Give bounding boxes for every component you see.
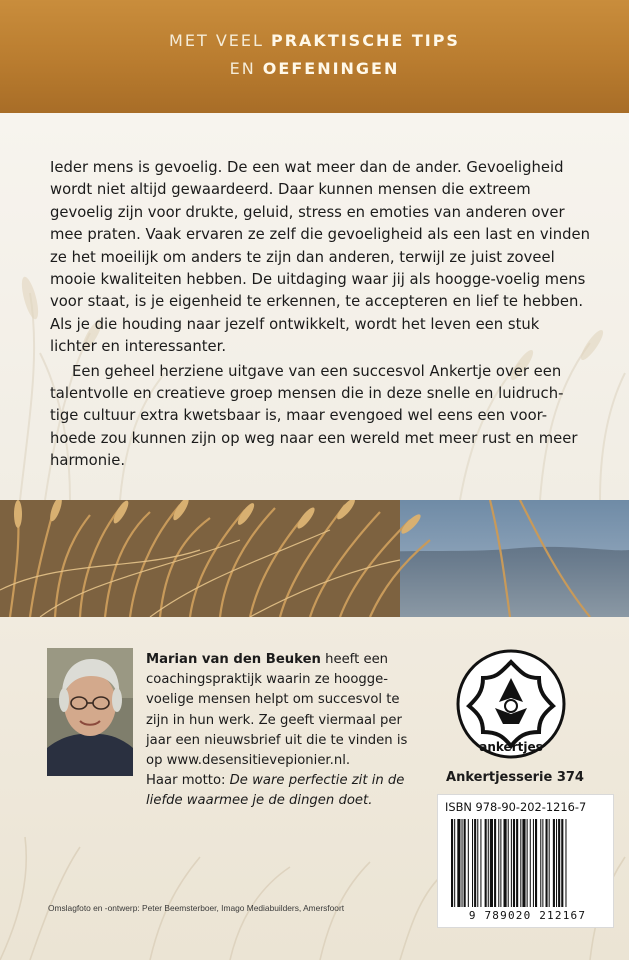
series-label: Ankertjesserie 374 xyxy=(446,770,584,785)
author-photo xyxy=(47,648,133,776)
author-bio xyxy=(146,650,414,812)
reed-photo-band xyxy=(0,500,629,617)
banner-line-1 xyxy=(0,31,629,50)
isbn-barcode-box xyxy=(437,794,614,928)
cover-credit: Omslagfoto en -ontwerp: Peter Beemsterboer, Imago Mediabuilders, Amersfoort xyxy=(48,903,345,913)
author-name: Marian van den Beuken xyxy=(146,652,321,667)
isbn-label: ISBN 978-90-202-1216-7 xyxy=(445,800,587,814)
banner-line-1-bold: PRAKTISCHE TIPS xyxy=(270,31,460,50)
author-bio-text: heeft een coachingspraktijk waarin ze hoogge-voelige mensen helpt om succesvol te zijn in hun werk. Ze geeft viermaal per jaar een nieuwsbrief uit die te vinden is op www.desensitievepionier.nl. xyxy=(146,652,408,769)
description-panel xyxy=(0,113,629,500)
banner-line-2-bold: OEFENINGEN xyxy=(262,59,400,78)
ankertjes-logo xyxy=(455,648,567,760)
author-motto-label: Haar motto: xyxy=(146,773,230,789)
banner-line-2 xyxy=(0,59,629,78)
description-paragraph-1: Ieder mens is gevoelig. De een wat meer dan de ander. Gevoeligheid wordt niet altijd gewaardeerd. Daar kunnen mensen die extreem gevoelig zijn voor drukte, geluid, stress en emoties van anderen over mee praten. Vaak ervaren ze zelf die gevoeligheid als een last en vinden ze het moeilijk om anders te zijn dan anderen, terwijl ze juist zoveel mooie kwaliteiten hebben. De uitdaging waar jij als hoogge-voelig mens voor staat, is je eigenheid te erkennen, te accepteren en lief te hebben. Als je die houding naar jezelf ontwikkelt, wordt het leven een stuk lichter en interessanter. xyxy=(50,159,590,356)
ankertjes-emblem-icon xyxy=(455,648,567,760)
barcode-icon xyxy=(445,819,610,909)
author-portrait xyxy=(47,648,133,776)
banner-line-1-regular: MET VEEL xyxy=(169,31,271,50)
author-motto: De ware perfectie zit in de liefde waarmee je de dingen doet. xyxy=(146,773,405,809)
banner-line-2-regular: EN xyxy=(229,59,263,78)
logo-text: ankertjes xyxy=(479,740,543,754)
reed-photo-illustration xyxy=(0,500,629,617)
description-paragraph-2: Een geheel herziene uitgave van een succesvol Ankertje over een talentvolle en creatieve groep mensen die in deze snelle en luidruch-tige cultuur extra kwetsbaar is, maar evengoed wel eens een voor-hoede zou kunnen zijn op weg naar een wereld met meer rust en meer harmonie. xyxy=(50,362,578,470)
top-banner xyxy=(0,0,629,113)
back-cover-description xyxy=(50,157,590,473)
barcode-digits: 9 789020 212167 xyxy=(468,909,587,922)
